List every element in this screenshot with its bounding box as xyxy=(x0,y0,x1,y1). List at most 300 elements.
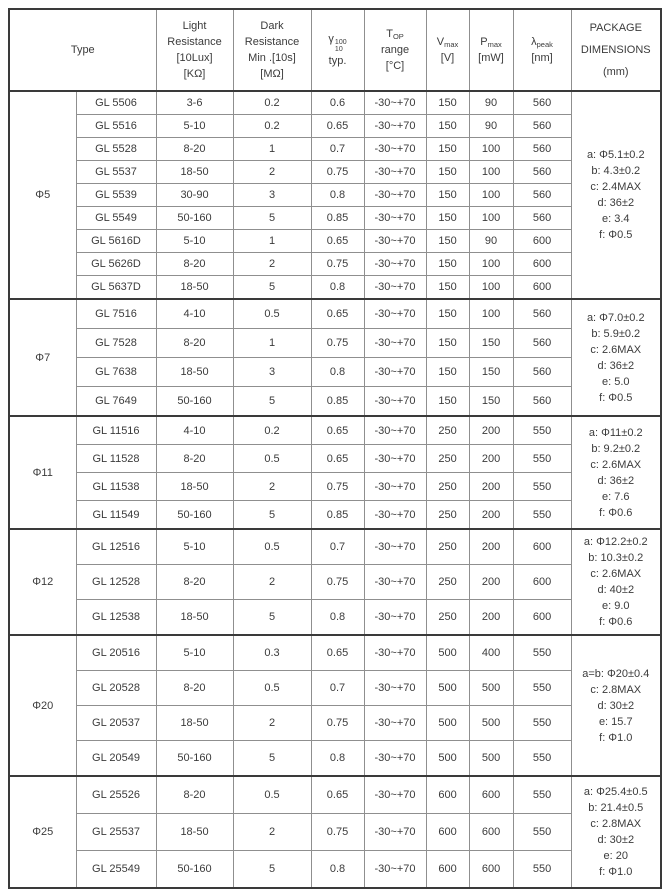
table-row xyxy=(9,230,661,253)
light-resistance-cell: 18-50 xyxy=(156,358,233,387)
top-range-cell: -30~+70 xyxy=(364,387,426,417)
gamma-cell: 0.65 xyxy=(311,115,364,138)
table-row xyxy=(9,161,661,184)
top-range-cell: -30~+70 xyxy=(364,529,426,565)
col-header-vmax: $V_{max}$ [V] xyxy=(426,9,469,91)
package-dimension-line: a: Φ5.1±0.2 xyxy=(586,149,645,161)
table-row xyxy=(9,635,661,671)
vmax-cell: 500 xyxy=(426,741,469,777)
table-row xyxy=(9,276,661,300)
light-resistance-cell: 8-20 xyxy=(156,671,233,706)
dark-resistance-cell: 0.5 xyxy=(233,776,311,814)
pmax-cell: 200 xyxy=(469,473,513,501)
light-resistance-cell: 50-160 xyxy=(156,501,233,530)
top-range-cell: -30~+70 xyxy=(364,445,426,473)
light-resistance-cell: 5-10 xyxy=(156,635,233,671)
gamma-cell: 0.8 xyxy=(311,741,364,777)
lambda-peak-cell: 560 xyxy=(513,184,571,207)
pmax-cell: 500 xyxy=(469,671,513,706)
col-header-type xyxy=(9,9,156,91)
table-row xyxy=(9,851,661,889)
light-resistance-cell: 8-20 xyxy=(156,776,233,814)
lambda-peak-cell: 600 xyxy=(513,529,571,565)
gamma-cell: 0.75 xyxy=(311,253,364,276)
gamma-cell: 0.7 xyxy=(311,671,364,706)
lambda-peak-cell: 600 xyxy=(513,600,571,636)
pmax-cell: 600 xyxy=(469,851,513,889)
vmax-cell: 250 xyxy=(426,445,469,473)
package-dimension-line: d: 40±2 xyxy=(597,584,635,596)
package-dimension-line: f: Φ0.6 xyxy=(599,616,633,628)
table-row xyxy=(9,416,661,445)
dark-resistance-cell: 5 xyxy=(233,741,311,777)
top-range-cell: -30~+70 xyxy=(364,473,426,501)
pmax-cell: 100 xyxy=(469,299,513,329)
model-cell: GL 5537 xyxy=(76,161,156,184)
model-cell: GL 7516 xyxy=(76,299,156,329)
lambda-peak-cell: 560 xyxy=(513,115,571,138)
package-dimension-line: b: 21.4±0.5 xyxy=(588,802,644,814)
top-range-cell: -30~+70 xyxy=(364,329,426,358)
package-dimension-line: e: 15.7 xyxy=(598,715,633,728)
top-range-cell: -30~+70 xyxy=(364,207,426,230)
gamma-cell: 0.75 xyxy=(311,473,364,501)
model-cell: GL 7528 xyxy=(76,329,156,358)
gamma-cell: 0.7 xyxy=(311,529,364,565)
top-range-cell: -30~+70 xyxy=(364,706,426,741)
vmax-cell: 150 xyxy=(426,387,469,417)
vmax-cell: 600 xyxy=(426,851,469,889)
top-range-cell: -30~+70 xyxy=(364,230,426,253)
gamma-cell: 0.7 xyxy=(311,138,364,161)
table-row xyxy=(9,671,661,706)
package-dimension-line: a: Φ11±0.2 xyxy=(588,426,643,439)
vmax-cell: 250 xyxy=(426,501,469,530)
vmax-cell: 150 xyxy=(426,276,469,300)
gamma-cell: 0.8 xyxy=(311,851,364,889)
package-dimension-line: a: Φ25.4±0.5 xyxy=(583,786,648,798)
gamma-cell: 0.65 xyxy=(311,445,364,473)
package-dimension-line: a: Φ7.0±0.2 xyxy=(586,311,645,324)
vmax-symbol: $V_{max}$ xyxy=(436,36,459,49)
light-resistance-cell: 18-50 xyxy=(156,600,233,636)
dark-resistance-cell: 0.5 xyxy=(233,445,311,473)
dark-resistance-cell: 3 xyxy=(233,358,311,387)
lambda-peak-cell: 550 xyxy=(513,776,571,814)
lambda-peak-cell: 560 xyxy=(513,161,571,184)
vmax-cell: 150 xyxy=(426,115,469,138)
package-dimension-line: f: Φ0.6 xyxy=(599,506,633,519)
table-row xyxy=(9,253,661,276)
pmax-cell: 90 xyxy=(469,230,513,253)
vmax-cell: 500 xyxy=(426,706,469,741)
pmax-cell: 100 xyxy=(469,161,513,184)
table-row xyxy=(9,501,661,530)
table-row xyxy=(9,741,661,777)
type-label: Type xyxy=(70,44,95,56)
light-resistance-cell: 18-50 xyxy=(156,814,233,851)
top-range-cell: -30~+70 xyxy=(364,851,426,889)
lambda-peak-cell: 560 xyxy=(513,138,571,161)
pmax-cell: 500 xyxy=(469,741,513,777)
dark-resistance-cell: 0.2 xyxy=(233,91,311,115)
col-header-dark-resistance: Dark Resistance Min .[10s] [MΩ] xyxy=(233,9,311,91)
model-cell: GL 5626D xyxy=(76,253,156,276)
package-dimension-line: b: 5.9±0.2 xyxy=(591,327,641,340)
table-row xyxy=(9,529,661,565)
gamma-cell: 0.85 xyxy=(311,207,364,230)
table-row xyxy=(9,91,661,115)
top-range-cell: -30~+70 xyxy=(364,276,426,300)
vmax-cell: 150 xyxy=(426,329,469,358)
top-range-cell: -30~+70 xyxy=(364,299,426,329)
table-row xyxy=(9,207,661,230)
vmax-cell: 150 xyxy=(426,207,469,230)
col-header-light-resistance: Light Resistance [10Lux] [KΩ] xyxy=(156,9,233,91)
light-resistance-cell: 18-50 xyxy=(156,161,233,184)
dark-resistance-cell: 2 xyxy=(233,565,311,600)
gamma-cell: 0.75 xyxy=(311,706,364,741)
package-dimension-line: f: Φ0.5 xyxy=(599,391,633,404)
package-dimension-line: c: 2.4MAX xyxy=(590,181,642,193)
table-row xyxy=(9,565,661,600)
package-dimension-line: b: 4.3±0.2 xyxy=(591,165,641,177)
lambda-peak-cell: 600 xyxy=(513,230,571,253)
table-row xyxy=(9,115,661,138)
top-range-cell: -30~+70 xyxy=(364,741,426,777)
dark-resistance-cell: 1 xyxy=(233,329,311,358)
top-range-cell: -30~+70 xyxy=(364,184,426,207)
vmax-cell: 150 xyxy=(426,138,469,161)
table-row xyxy=(9,814,661,851)
model-cell: GL 11528 xyxy=(76,445,156,473)
top-range-cell: -30~+70 xyxy=(364,358,426,387)
lambda-peak-cell: 560 xyxy=(513,329,571,358)
top-symbol: $T_{OP}$ xyxy=(386,28,404,41)
pmax-cell: 400 xyxy=(469,635,513,671)
package-dimensions-cell xyxy=(571,529,661,635)
light-resistance-cell: 30-90 xyxy=(156,184,233,207)
model-cell: GL 25526 xyxy=(76,776,156,814)
dark-resistance-cell: 1 xyxy=(233,230,311,253)
table-row xyxy=(9,600,661,636)
dark-resistance-cell: 2 xyxy=(233,161,311,184)
vmax-cell: 600 xyxy=(426,776,469,814)
gamma-cell: 0.65 xyxy=(311,299,364,329)
lambda-peak-cell: 560 xyxy=(513,358,571,387)
table-row xyxy=(9,387,661,417)
package-dimension-line: e: 9.0 xyxy=(602,600,630,612)
dark-resistance-cell: 5 xyxy=(233,387,311,417)
light-resistance-cell: 8-20 xyxy=(156,253,233,276)
dark-resistance-cell: 2 xyxy=(233,814,311,851)
col-header-lambda-peak: $\lambda_{peak}$ [nm] xyxy=(513,9,571,91)
top-range-cell: -30~+70 xyxy=(364,776,426,814)
pmax-cell: 200 xyxy=(469,416,513,445)
package-dimensions-cell xyxy=(571,416,661,529)
pmax-cell: 600 xyxy=(469,814,513,851)
light-resistance-cell: 50-160 xyxy=(156,851,233,889)
gamma-cell: 0.75 xyxy=(311,161,364,184)
package-dimensions-cell xyxy=(571,635,661,776)
dark-resistance-cell: 0.5 xyxy=(233,299,311,329)
model-cell: GL 5616D xyxy=(76,230,156,253)
model-cell: GL 5637D xyxy=(76,276,156,300)
dark-resistance-cell: 5 xyxy=(233,600,311,636)
lambda-peak-cell: 550 xyxy=(513,473,571,501)
pmax-cell: 200 xyxy=(469,565,513,600)
pmax-symbol: $P_{max}$ xyxy=(480,36,502,49)
table-row xyxy=(9,329,661,358)
package-dimension-line: f: Φ0.5 xyxy=(599,229,633,241)
lambda-peak-cell: 550 xyxy=(513,671,571,706)
package-dimensions-cell xyxy=(571,776,661,888)
table-row xyxy=(9,776,661,814)
light-resistance-cell: 5-10 xyxy=(156,230,233,253)
vmax-cell: 250 xyxy=(426,565,469,600)
model-cell: GL 12538 xyxy=(76,600,156,636)
pmax-cell: 100 xyxy=(469,253,513,276)
pmax-cell: 100 xyxy=(469,184,513,207)
pmax-cell: 200 xyxy=(469,501,513,530)
lambda-peak-cell: 550 xyxy=(513,501,571,530)
light-resistance-cell: 50-160 xyxy=(156,741,233,777)
model-cell: GL 5539 xyxy=(76,184,156,207)
pmax-cell: 100 xyxy=(469,207,513,230)
pmax-cell: 150 xyxy=(469,329,513,358)
light-resistance-cell: 3-6 xyxy=(156,91,233,115)
vmax-cell: 150 xyxy=(426,253,469,276)
package-dimension-line: e: 7.6 xyxy=(602,490,630,503)
gamma-cell: 0.8 xyxy=(311,184,364,207)
lambda-peak-cell: 560 xyxy=(513,299,571,329)
table-row xyxy=(9,445,661,473)
pmax-cell: 500 xyxy=(469,706,513,741)
model-cell: GL 20528 xyxy=(76,671,156,706)
gamma-cell: 0.65 xyxy=(311,776,364,814)
gamma-cell: 0.85 xyxy=(311,387,364,417)
diameter-group-cell: Φ25 xyxy=(9,776,76,888)
model-cell: GL 5516 xyxy=(76,115,156,138)
light-resistance-cell: 50-160 xyxy=(156,207,233,230)
package-dimension-line: e: 20 xyxy=(603,850,628,862)
top-range-cell: -30~+70 xyxy=(364,814,426,851)
package-dimension-line: a=b: Φ20±0.4 xyxy=(582,667,650,680)
dark-resistance-cell: 0.2 xyxy=(233,115,311,138)
diameter-group-cell: Φ12 xyxy=(9,529,76,635)
pmax-cell: 200 xyxy=(469,600,513,636)
light-resistance-cell: 18-50 xyxy=(156,706,233,741)
dark-resistance-cell: 2 xyxy=(233,253,311,276)
dark-resistance-cell: 5 xyxy=(233,276,311,300)
top-range-cell: -30~+70 xyxy=(364,161,426,184)
top-range-cell: -30~+70 xyxy=(364,115,426,138)
pmax-cell: 90 xyxy=(469,115,513,138)
top-range-cell: -30~+70 xyxy=(364,671,426,706)
pmax-cell: 100 xyxy=(469,138,513,161)
lambda-peak-cell: 550 xyxy=(513,635,571,671)
vmax-cell: 250 xyxy=(426,473,469,501)
gamma-cell: 0.75 xyxy=(311,565,364,600)
gamma-cell: 0.85 xyxy=(311,501,364,530)
gamma-cell: 0.65 xyxy=(311,416,364,445)
top-range-cell: -30~+70 xyxy=(364,635,426,671)
diameter-group-cell: Φ11 xyxy=(9,416,76,529)
top-range-cell: -30~+70 xyxy=(364,253,426,276)
model-cell: GL 7638 xyxy=(76,358,156,387)
package-dimensions-cell xyxy=(571,91,661,299)
dark-resistance-cell: 5 xyxy=(233,207,311,230)
pmax-cell: 100 xyxy=(469,276,513,300)
top-range-cell: -30~+70 xyxy=(364,501,426,530)
lambda-peak-cell: 550 xyxy=(513,741,571,777)
lambda-peak-cell: 550 xyxy=(513,851,571,889)
lambda-peak-cell: 600 xyxy=(513,565,571,600)
pmax-cell: 200 xyxy=(469,529,513,565)
model-cell: GL 12528 xyxy=(76,565,156,600)
lambda-peak-cell: 560 xyxy=(513,91,571,115)
gamma-cell: 0.8 xyxy=(311,600,364,636)
spec-table-body xyxy=(9,91,661,888)
gamma-cell: 0.8 xyxy=(311,276,364,300)
package-dimension-line: c: 2.6MAX xyxy=(590,568,642,580)
dark-resistance-cell: 3 xyxy=(233,184,311,207)
table-header xyxy=(9,9,661,91)
vmax-cell: 150 xyxy=(426,161,469,184)
vmax-cell: 250 xyxy=(426,416,469,445)
light-resistance-cell: 8-20 xyxy=(156,138,233,161)
table-row xyxy=(9,473,661,501)
package-dimension-line: d: 30±2 xyxy=(597,834,635,846)
vmax-cell: 150 xyxy=(426,91,469,115)
package-dimension-line: c: 2.8MAX xyxy=(590,683,642,696)
dark-resistance-cell: 1 xyxy=(233,138,311,161)
gamma-cell: 0.6 xyxy=(311,91,364,115)
lambda-peak-cell: 560 xyxy=(513,207,571,230)
light-resistance-cell: 5-10 xyxy=(156,529,233,565)
model-cell: GL 25537 xyxy=(76,814,156,851)
package-dimension-line: c: 2.8MAX xyxy=(590,818,642,830)
light-resistance-cell: 5-10 xyxy=(156,115,233,138)
package-dimensions-cell xyxy=(571,299,661,416)
vmax-cell: 250 xyxy=(426,529,469,565)
top-range-cell: -30~+70 xyxy=(364,600,426,636)
gamma-cell: 0.65 xyxy=(311,635,364,671)
top-range-cell: -30~+70 xyxy=(364,416,426,445)
pmax-cell: 200 xyxy=(469,445,513,473)
light-resistance-cell: 4-10 xyxy=(156,299,233,329)
gamma-cell: 0.75 xyxy=(311,814,364,851)
dark-resistance-cell: 2 xyxy=(233,473,311,501)
light-resistance-cell: 18-50 xyxy=(156,473,233,501)
package-dimension-line: d: 30±2 xyxy=(597,699,635,712)
gamma-symbol: γ 100 10 xyxy=(328,33,347,53)
dark-resistance-cell: 5 xyxy=(233,851,311,889)
top-range-cell: -30~+70 xyxy=(364,565,426,600)
lambda-peak-cell: 550 xyxy=(513,445,571,473)
pmax-cell: 150 xyxy=(469,358,513,387)
vmax-cell: 500 xyxy=(426,635,469,671)
package-dimension-line: d: 36±2 xyxy=(597,359,635,372)
package-dimension-line: e: 5.0 xyxy=(602,375,630,388)
dark-resistance-cell: 0.3 xyxy=(233,635,311,671)
model-cell: GL 20516 xyxy=(76,635,156,671)
model-cell: GL 25549 xyxy=(76,851,156,889)
vmax-cell: 500 xyxy=(426,671,469,706)
vmax-cell: 150 xyxy=(426,358,469,387)
table-row xyxy=(9,299,661,329)
package-dimension-line: e: 3.4 xyxy=(602,213,630,225)
table-row xyxy=(9,138,661,161)
package-dimension-line: d: 36±2 xyxy=(597,197,635,209)
table-row xyxy=(9,706,661,741)
dark-resistance-cell: 0.5 xyxy=(233,671,311,706)
diameter-group-cell: Φ20 xyxy=(9,635,76,776)
model-cell: GL 20549 xyxy=(76,741,156,777)
lambda-peak-cell: 550 xyxy=(513,814,571,851)
lambda-symbol: $\lambda_{peak}$ xyxy=(531,36,553,49)
package-dimension-line: f: Φ1.0 xyxy=(599,866,633,878)
col-header-package-dimensions: PACKAGE DIMENSIONS (mm) xyxy=(571,9,661,91)
vmax-cell: 600 xyxy=(426,814,469,851)
vmax-cell: 150 xyxy=(426,299,469,329)
package-dimension-line: c: 2.6MAX xyxy=(590,458,642,471)
photoresistor-spec-table xyxy=(8,8,662,889)
model-cell: GL 11538 xyxy=(76,473,156,501)
dark-resistance-cell: 2 xyxy=(233,706,311,741)
model-cell: GL 5549 xyxy=(76,207,156,230)
pmax-cell: 600 xyxy=(469,776,513,814)
model-cell: GL 5506 xyxy=(76,91,156,115)
lambda-peak-cell: 560 xyxy=(513,387,571,417)
light-resistance-cell: 8-20 xyxy=(156,445,233,473)
diameter-group-cell: Φ5 xyxy=(9,91,76,299)
package-dimension-line: c: 2.6MAX xyxy=(590,343,642,356)
package-dimension-line: b: 10.3±0.2 xyxy=(588,552,644,564)
package-dimension-line: b: 9.2±0.2 xyxy=(591,442,641,455)
col-header-top-range: $T_{OP}$ range [°C] xyxy=(364,9,426,91)
lambda-peak-cell: 600 xyxy=(513,276,571,300)
model-cell: GL 12516 xyxy=(76,529,156,565)
package-dimension-line: f: Φ1.0 xyxy=(599,731,633,744)
lambda-peak-cell: 550 xyxy=(513,416,571,445)
col-header-pmax: $P_{max}$ [mW] xyxy=(469,9,513,91)
col-header-gamma: γ 100 10 typ. xyxy=(311,9,364,91)
model-cell: GL 20537 xyxy=(76,706,156,741)
table-row xyxy=(9,184,661,207)
vmax-cell: 150 xyxy=(426,184,469,207)
pmax-cell: 150 xyxy=(469,387,513,417)
lambda-peak-cell: 550 xyxy=(513,706,571,741)
lambda-peak-cell: 600 xyxy=(513,253,571,276)
light-resistance-cell: 50-160 xyxy=(156,387,233,417)
light-resistance-cell: 8-20 xyxy=(156,329,233,358)
model-cell: GL 7649 xyxy=(76,387,156,417)
header-row xyxy=(9,9,661,91)
vmax-cell: 150 xyxy=(426,230,469,253)
gamma-cell: 0.65 xyxy=(311,230,364,253)
model-cell: GL 11516 xyxy=(76,416,156,445)
gamma-cell: 0.8 xyxy=(311,358,364,387)
top-range-cell: -30~+70 xyxy=(364,91,426,115)
top-range-cell: -30~+70 xyxy=(364,138,426,161)
vmax-cell: 250 xyxy=(426,600,469,636)
light-resistance-cell: 18-50 xyxy=(156,276,233,300)
pmax-cell: 90 xyxy=(469,91,513,115)
light-resistance-cell: 8-20 xyxy=(156,565,233,600)
light-resistance-cell: 4-10 xyxy=(156,416,233,445)
dark-resistance-cell: 5 xyxy=(233,501,311,530)
